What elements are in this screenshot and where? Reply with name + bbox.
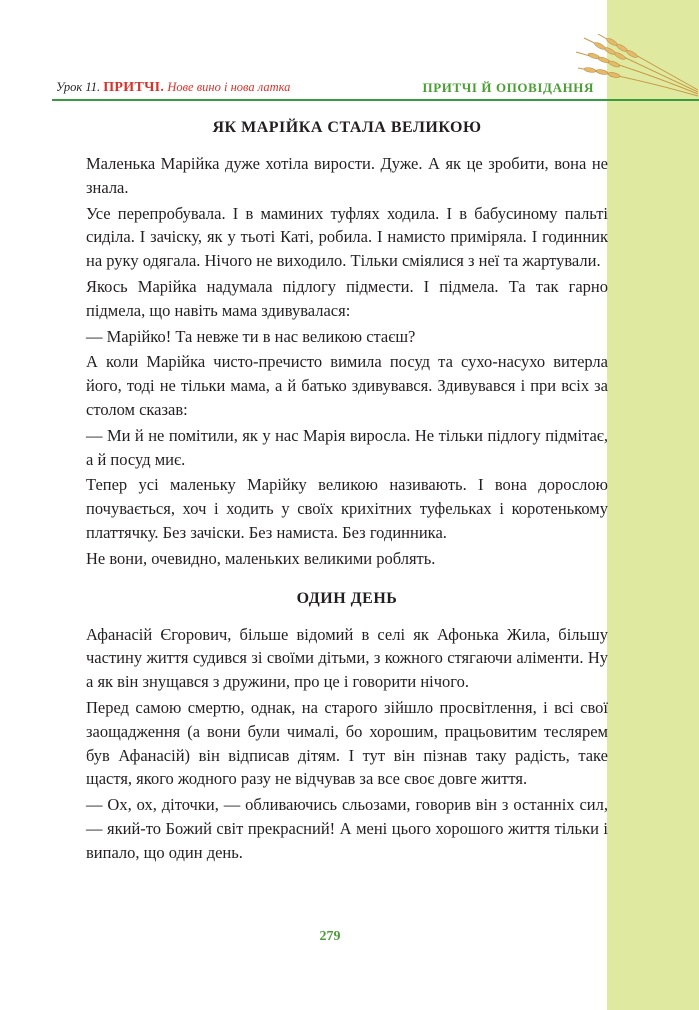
page-content — [86, 116, 608, 867]
section-title: ПРИТЧІ Й ОПОВІДАННЯ — [422, 80, 594, 95]
paragraph: Маленька Марійка дуже хотіла вирости. Дуже. А як це зробити, вона не знала. — [86, 154, 608, 197]
paragraph: А коли Марійка чисто-пречисто вимила посуд та сухо-насухо витерла його, тоді не тільки мама, а й батько здивувався. Здивувався і при всіх за столом сказав: — [86, 352, 608, 419]
paragraph: — Ох, ох, діточки, — обливаючись сльозами, говорив він з останніх сил, — який-то Божий світ прекрасний! А мені цього хорошого життя тільки і випало, що один день. — [86, 795, 608, 862]
paragraph: Не вони, очевидно, маленьких великими роблять. — [86, 548, 436, 568]
paragraph: Усе перепробувала. І в маминих туфлях ходила. І в бабусиному пальті сиділа. І зачіску, як у тьоті Каті, робила. І намисто приміряла. І годинник на руку одягала. Нічого не виходило. Тільки сміялися з неї та жартували. — [86, 203, 608, 271]
paragraph: — Марійко! Та невже ти в нас великою стаєш? — [86, 326, 416, 346]
running-header — [56, 80, 290, 96]
paragraph: Афанасій Єгорович, більше відомий в селі як Афонька Жила, більшу частину життя судився зі своїми дітьми, з кожного стягаючи аліменти. Ну а як він знущався з дружини, про це і говорити нічого. — [86, 624, 608, 692]
page-number: 279 — [319, 929, 341, 944]
side-strip — [607, 0, 699, 1010]
story-title: ЯК МАРІЙКА СТАЛА ВЕЛИКОЮ — [212, 119, 482, 136]
header-divider — [52, 99, 699, 101]
paragraph: Якось Марійка надумала підлогу підмести. І підмела. Та так гарно підмела, що навіть мама здивувалася: — [86, 276, 608, 320]
lesson-label: Урок 11. — [56, 80, 101, 94]
paragraph: Перед самою смертю, однак, на старого зійшло просвітлення, і всі свої заощадження (а вони були чималі, бо хорошим, працьовитим теслярем був Афанасій) він відписав дітям. І тут він пізнав таку радість, таке щастя, якого жодного разу не відчував за все своє довге життя. — [86, 697, 608, 789]
topic-label: ПРИТЧІ. — [103, 80, 165, 95]
paragraph: — Ми й не помітили, як у нас Марія виросла. Не тільки підлогу підмітає, а й посуд миє. — [86, 425, 608, 469]
story-title: ОДИН ДЕНЬ — [296, 589, 398, 607]
paragraph: Тепер усі маленьку Марійку великою називають. І вона дорослою почувається, хоч і ходить у своїх крихітних туфельках і коротенькому платтячку. Без зачіски. Без намиста. Без годинника. — [86, 475, 608, 542]
lesson-subtitle: Нове вино і нова латка — [167, 80, 291, 94]
